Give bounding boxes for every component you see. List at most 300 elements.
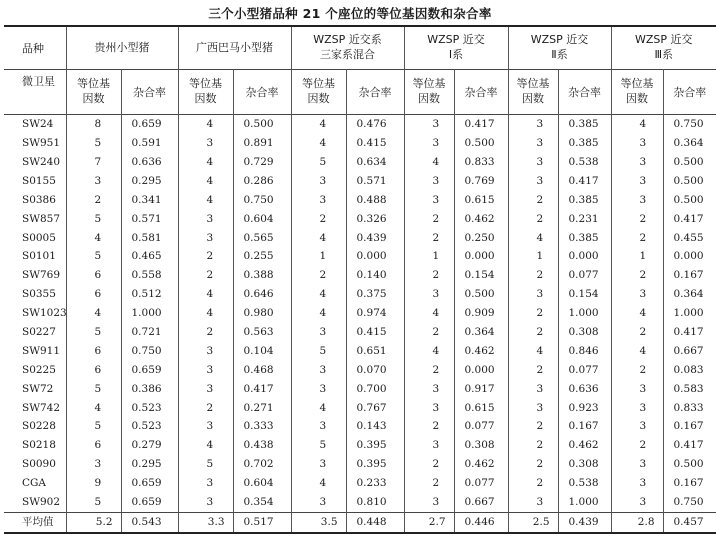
allele-count-cell: 2 xyxy=(404,361,454,380)
heterozygosity-cell: 0.385 xyxy=(558,228,611,247)
heterozygosity-cell: 0.636 xyxy=(558,379,611,398)
heterozygosity-cell: 0.077 xyxy=(558,266,611,285)
allele-count-cell: 2 xyxy=(508,266,558,285)
allele-count-cell: 4 xyxy=(291,474,346,493)
heterozygosity-cell: 0.659 xyxy=(121,474,178,493)
table-row xyxy=(4,455,716,474)
heterozygosity-cell: 0.167 xyxy=(663,417,716,436)
heterozygosity-cell: 0.386 xyxy=(121,379,178,398)
heterozygosity-cell: 0.651 xyxy=(346,342,404,361)
allele-count-cell: 2 xyxy=(611,361,663,380)
heterozygosity-cell: 0.077 xyxy=(558,361,611,380)
group-header: WZSP 近交 Ⅲ系 xyxy=(611,26,716,70)
allele-count-cell: 5 xyxy=(291,342,346,361)
allele-count-cell: 4 xyxy=(291,115,346,134)
allele-count-cell: 2 xyxy=(508,323,558,342)
heterozygosity-cell: 0.439 xyxy=(346,228,404,247)
allele-count-cell: 3 xyxy=(291,493,346,512)
heterozygosity-cell: 0.646 xyxy=(233,285,291,304)
table-row xyxy=(4,115,716,134)
heterozygosity-cell: 1.000 xyxy=(558,304,611,323)
marker-name: SW1023 xyxy=(22,307,67,320)
allele-count-cell: 3 xyxy=(404,134,454,153)
allele-count-cell: 4 xyxy=(66,398,121,417)
heterozygosity-cell: 0.500 xyxy=(663,191,716,210)
heterozygosity-cell: 0.167 xyxy=(663,474,716,493)
heterozygosity-cell: 1.000 xyxy=(121,304,178,323)
table-row xyxy=(4,342,716,361)
heterozygosity-cell: 0.468 xyxy=(233,361,291,380)
heterozygosity-cell: 0.000 xyxy=(346,247,404,266)
allele-count-cell: 4 xyxy=(611,115,663,134)
allele-count-cell: 4 xyxy=(291,304,346,323)
heterozygosity-cell: 0.308 xyxy=(558,323,611,342)
allele-count-cell: 4 xyxy=(178,172,233,191)
allele-count-cell: 4 xyxy=(611,304,663,323)
allele-count-cell: 2 xyxy=(611,323,663,342)
heterozygosity-cell: 0.308 xyxy=(454,436,508,455)
heterozygosity-cell: 0.279 xyxy=(121,436,178,455)
allele-count-cell: 2 xyxy=(404,209,454,228)
marker-name: CGA xyxy=(22,477,47,490)
heterozygosity-cell: 0.500 xyxy=(233,115,291,134)
allele-count-header: 等位基 因数 xyxy=(611,70,663,115)
heterozygosity-cell: 0.077 xyxy=(454,474,508,493)
heterozygosity-cell: 0.140 xyxy=(346,266,404,285)
heterozygosity-cell: 0.488 xyxy=(346,191,404,210)
allele-count-cell: 2 xyxy=(404,228,454,247)
allele-count-cell: 3 xyxy=(178,379,233,398)
allele-count-cell: 6 xyxy=(66,361,121,380)
allele-count-cell: 2.5 xyxy=(508,512,558,532)
marker-name: SW857 xyxy=(22,212,61,225)
marker-name: SW24 xyxy=(22,118,54,131)
allele-count-cell: 8 xyxy=(66,115,121,134)
table-row xyxy=(4,209,716,228)
allele-count-cell: 3 xyxy=(178,361,233,380)
heterozygosity-cell: 0.333 xyxy=(233,417,291,436)
allele-count-cell: 6 xyxy=(66,342,121,361)
heterozygosity-cell: 0.385 xyxy=(558,191,611,210)
heterozygosity-cell: 0.729 xyxy=(233,153,291,172)
allele-count-cell: 4 xyxy=(291,228,346,247)
marker-name: S0101 xyxy=(22,250,56,263)
heterozygosity-cell: 0.104 xyxy=(233,342,291,361)
allele-count-cell: 4 xyxy=(508,228,558,247)
marker-label: 微卫星 xyxy=(22,75,55,88)
heterozygosity-cell: 0.465 xyxy=(121,247,178,266)
heterozygosity-cell: 0.167 xyxy=(558,417,611,436)
marker-name: SW902 xyxy=(22,496,61,508)
heterozygosity-cell: 0.512 xyxy=(121,285,178,304)
allele-count-cell: 2 xyxy=(404,455,454,474)
allele-count-cell: 3 xyxy=(404,115,454,134)
heterozygosity-header: 杂合率 xyxy=(663,70,716,115)
group-header: 贵州小型猪 xyxy=(66,26,178,70)
allele-count-cell: 2 xyxy=(178,247,233,266)
allele-count-cell: 3 xyxy=(508,379,558,398)
heterozygosity-cell: 0.462 xyxy=(454,209,508,228)
table-row xyxy=(4,398,716,417)
allele-count-cell: 4 xyxy=(404,342,454,361)
allele-count-cell: 3 xyxy=(404,493,454,512)
allele-count-cell: 2 xyxy=(404,417,454,436)
allele-count-cell: 3 xyxy=(508,115,558,134)
allele-count-cell: 3 xyxy=(291,172,346,191)
allele-count-cell: 3 xyxy=(404,436,454,455)
allele-count-cell: 3 xyxy=(611,191,663,210)
heterozygosity-cell: 0.659 xyxy=(121,115,178,134)
allele-count-cell: 4 xyxy=(178,285,233,304)
allele-count-cell: 3 xyxy=(404,191,454,210)
allele-count-cell: 5 xyxy=(66,209,121,228)
allele-count-cell: 1 xyxy=(508,247,558,266)
allele-count-cell: 3 xyxy=(178,134,233,153)
allele-count-cell: 4 xyxy=(291,134,346,153)
allele-count-cell: 2.7 xyxy=(404,512,454,532)
table-row xyxy=(4,417,716,436)
group-header: WZSP 近交系 三家系混合 xyxy=(291,26,404,70)
table-header xyxy=(4,26,716,115)
marker-name: SW240 xyxy=(22,155,61,168)
marker-name: SW769 xyxy=(22,269,61,282)
heterozygosity-cell: 1.000 xyxy=(558,493,611,512)
heterozygosity-cell: 0.500 xyxy=(663,455,716,474)
allele-count-cell: 2 xyxy=(404,323,454,342)
heterozygosity-cell: 0.000 xyxy=(454,361,508,380)
table-row xyxy=(4,247,716,266)
allele-count-cell: 3.5 xyxy=(291,512,346,532)
allele-count-cell: 3 xyxy=(291,379,346,398)
table-row xyxy=(4,493,716,512)
allele-count-cell: 3 xyxy=(291,455,346,474)
marker-name: S0090 xyxy=(22,458,56,471)
allele-count-cell: 2 xyxy=(508,304,558,323)
allele-count-cell: 3 xyxy=(178,493,233,512)
allele-count-cell: 2 xyxy=(291,209,346,228)
heterozygosity-cell: 0.417 xyxy=(233,379,291,398)
heterozygosity-cell: 0.750 xyxy=(663,115,716,134)
allele-count-cell: 5 xyxy=(66,417,121,436)
heterozygosity-cell: 0.909 xyxy=(454,304,508,323)
heterozygosity-cell: 0.523 xyxy=(121,417,178,436)
heterozygosity-cell: 0.143 xyxy=(346,417,404,436)
heterozygosity-cell: 0.364 xyxy=(663,134,716,153)
allele-count-header: 等位基 因数 xyxy=(508,70,558,115)
heterozygosity-cell: 0.923 xyxy=(558,398,611,417)
heterozygosity-cell: 0.750 xyxy=(233,191,291,210)
heterozygosity-header: 杂合率 xyxy=(346,70,404,115)
allele-count-cell: 2 xyxy=(508,417,558,436)
allele-count-cell: 4 xyxy=(66,228,121,247)
allele-count-cell: 3 xyxy=(611,285,663,304)
allele-count-cell: 2 xyxy=(404,474,454,493)
allele-count-cell: 2 xyxy=(178,266,233,285)
allele-count-cell: 3 xyxy=(611,417,663,436)
heterozygosity-cell: 0.917 xyxy=(454,379,508,398)
allele-count-cell: 3 xyxy=(178,474,233,493)
allele-count-cell: 3 xyxy=(611,474,663,493)
allele-count-cell: 1 xyxy=(611,247,663,266)
allele-count-header: 等位基 因数 xyxy=(178,70,233,115)
allele-count-cell: 2 xyxy=(66,191,121,210)
table-row xyxy=(4,134,716,153)
average-row xyxy=(4,512,716,532)
allele-count-cell: 4 xyxy=(291,398,346,417)
heterozygosity-cell: 0.457 xyxy=(663,512,716,532)
heterozygosity-cell: 0.659 xyxy=(121,493,178,512)
heterozygosity-header: 杂合率 xyxy=(558,70,611,115)
heterozygosity-cell: 0.167 xyxy=(663,266,716,285)
allele-count-cell: 5 xyxy=(66,247,121,266)
allele-count-cell: 3 xyxy=(611,134,663,153)
allele-count-cell: 4 xyxy=(178,115,233,134)
allele-count-cell: 2 xyxy=(508,361,558,380)
allele-count-cell: 3 xyxy=(178,342,233,361)
heterozygosity-cell: 0.395 xyxy=(346,455,404,474)
allele-count-cell: 5 xyxy=(66,134,121,153)
allele-count-cell: 4 xyxy=(508,342,558,361)
allele-table xyxy=(4,25,716,534)
allele-count-cell: 3 xyxy=(611,398,663,417)
table-row xyxy=(4,436,716,455)
allele-count-cell: 3 xyxy=(508,398,558,417)
table-row xyxy=(4,172,716,191)
heterozygosity-cell: 0.417 xyxy=(663,209,716,228)
heterozygosity-cell: 0.517 xyxy=(233,512,291,532)
group-header: WZSP 近交 Ⅰ系 xyxy=(404,26,508,70)
heterozygosity-cell: 0.455 xyxy=(663,228,716,247)
allele-count-cell: 3 xyxy=(291,323,346,342)
heterozygosity-cell: 0.250 xyxy=(454,228,508,247)
heterozygosity-cell: 0.615 xyxy=(454,191,508,210)
allele-count-cell: 3 xyxy=(508,153,558,172)
allele-count-cell: 3 xyxy=(178,209,233,228)
allele-count-cell: 5 xyxy=(66,493,121,512)
allele-count-cell: 2 xyxy=(508,191,558,210)
allele-count-cell: 9 xyxy=(66,474,121,493)
marker-name: S0228 xyxy=(22,420,56,433)
allele-count-cell: 3 xyxy=(178,228,233,247)
allele-count-cell: 6 xyxy=(66,266,121,285)
heterozygosity-cell: 0.700 xyxy=(346,379,404,398)
allele-count-cell: 4 xyxy=(66,304,121,323)
heterozygosity-cell: 0.538 xyxy=(558,153,611,172)
allele-count-cell: 3 xyxy=(404,172,454,191)
allele-count-cell: 3.3 xyxy=(178,512,233,532)
allele-count-cell: 2 xyxy=(611,209,663,228)
heterozygosity-cell: 0.846 xyxy=(558,342,611,361)
allele-count-cell: 2 xyxy=(178,323,233,342)
heterozygosity-cell: 0.891 xyxy=(233,134,291,153)
allele-count-cell: 1 xyxy=(404,247,454,266)
heterozygosity-cell: 0.500 xyxy=(663,153,716,172)
heterozygosity-cell: 0.439 xyxy=(558,512,611,532)
heterozygosity-cell: 0.326 xyxy=(346,209,404,228)
heterozygosity-cell: 1.000 xyxy=(663,304,716,323)
table-row xyxy=(4,474,716,493)
heterozygosity-cell: 0.563 xyxy=(233,323,291,342)
heterozygosity-cell: 0.417 xyxy=(663,436,716,455)
table-title: 三个小型猪品种 21 个座位的等位基因数和杂合率 xyxy=(208,6,492,21)
heterozygosity-cell: 0.523 xyxy=(121,398,178,417)
marker-name: S0218 xyxy=(22,439,56,452)
allele-count-cell: 4 xyxy=(611,342,663,361)
heterozygosity-cell: 0.500 xyxy=(663,172,716,191)
variety-label: 品种 xyxy=(22,41,44,55)
heterozygosity-cell: 0.769 xyxy=(454,172,508,191)
heterozygosity-cell: 0.462 xyxy=(454,455,508,474)
heterozygosity-cell: 0.604 xyxy=(233,474,291,493)
allele-count-cell: 4 xyxy=(178,304,233,323)
table-row xyxy=(4,228,716,247)
heterozygosity-cell: 0.364 xyxy=(454,323,508,342)
allele-count-cell: 3 xyxy=(291,361,346,380)
heterozygosity-cell: 0.083 xyxy=(663,361,716,380)
marker-name: SW911 xyxy=(22,344,61,357)
heterozygosity-cell: 0.446 xyxy=(454,512,508,532)
allele-count-cell: 5 xyxy=(291,436,346,455)
heterozygosity-cell: 0.462 xyxy=(558,436,611,455)
allele-count-cell: 2 xyxy=(611,228,663,247)
allele-count-cell: 2 xyxy=(508,436,558,455)
marker-name: SW742 xyxy=(22,401,61,414)
allele-count-cell: 7 xyxy=(66,153,121,172)
heterozygosity-cell: 0.810 xyxy=(346,493,404,512)
heterozygosity-cell: 0.659 xyxy=(121,361,178,380)
table-row xyxy=(4,304,716,323)
marker-name: SW72 xyxy=(22,382,54,395)
allele-count-cell: 4 xyxy=(404,153,454,172)
table-row xyxy=(4,285,716,304)
allele-count-cell: 3 xyxy=(508,134,558,153)
allele-count-cell: 2 xyxy=(611,266,663,285)
allele-count-header: 等位基 因数 xyxy=(404,70,454,115)
heterozygosity-header: 杂合率 xyxy=(454,70,508,115)
heterozygosity-cell: 0.000 xyxy=(663,247,716,266)
allele-count-cell: 3 xyxy=(508,285,558,304)
allele-count-cell: 3 xyxy=(611,455,663,474)
marker-name: S0155 xyxy=(22,174,56,187)
heterozygosity-cell: 0.395 xyxy=(346,436,404,455)
marker-name: S0355 xyxy=(22,288,56,301)
allele-count-cell: 2.8 xyxy=(611,512,663,532)
group-header: WZSP 近交 Ⅱ系 xyxy=(508,26,611,70)
allele-count-cell: 4 xyxy=(291,285,346,304)
marker-name: S0225 xyxy=(22,363,56,376)
allele-count-cell: 3 xyxy=(611,379,663,398)
heterozygosity-cell: 0.341 xyxy=(121,191,178,210)
heterozygosity-cell: 0.581 xyxy=(121,228,178,247)
heterozygosity-cell: 0.571 xyxy=(346,172,404,191)
heterozygosity-cell: 0.721 xyxy=(121,323,178,342)
heterozygosity-cell: 0.000 xyxy=(454,247,508,266)
table-row xyxy=(4,379,716,398)
marker-name: S0005 xyxy=(22,231,56,244)
allele-count-cell: 3 xyxy=(611,153,663,172)
heterozygosity-cell: 0.385 xyxy=(558,115,611,134)
heterozygosity-cell: 0.388 xyxy=(233,266,291,285)
heterozygosity-cell: 0.571 xyxy=(121,209,178,228)
allele-count-cell: 2 xyxy=(508,474,558,493)
heterozygosity-cell: 0.974 xyxy=(346,304,404,323)
allele-count-cell: 2 xyxy=(508,455,558,474)
heterozygosity-cell: 0.295 xyxy=(121,172,178,191)
heterozygosity-cell: 0.354 xyxy=(233,493,291,512)
heterozygosity-cell: 0.448 xyxy=(346,512,404,532)
marker-name: SW951 xyxy=(22,137,61,150)
allele-count-cell: 5 xyxy=(178,455,233,474)
heterozygosity-cell: 0.767 xyxy=(346,398,404,417)
allele-count-cell: 6 xyxy=(66,285,121,304)
table-row xyxy=(4,153,716,172)
allele-count-cell: 5.2 xyxy=(66,512,121,532)
heterozygosity-cell: 0.417 xyxy=(663,323,716,342)
heterozygosity-cell: 0.476 xyxy=(346,115,404,134)
heterozygosity-cell: 0.364 xyxy=(663,285,716,304)
heterozygosity-cell: 0.565 xyxy=(233,228,291,247)
table-row xyxy=(4,191,716,210)
allele-count-cell: 3 xyxy=(66,455,121,474)
heterozygosity-cell: 0.636 xyxy=(121,153,178,172)
heterozygosity-cell: 0.000 xyxy=(558,247,611,266)
group-header: 广西巴马小型猪 xyxy=(178,26,291,70)
heterozygosity-cell: 0.070 xyxy=(346,361,404,380)
heterozygosity-cell: 0.604 xyxy=(233,209,291,228)
heterozygosity-cell: 0.255 xyxy=(233,247,291,266)
heterozygosity-cell: 0.375 xyxy=(346,285,404,304)
heterozygosity-cell: 0.980 xyxy=(233,304,291,323)
allele-count-cell: 5 xyxy=(66,323,121,342)
allele-count-cell: 3 xyxy=(291,417,346,436)
allele-count-cell: 2 xyxy=(291,266,346,285)
heterozygosity-cell: 0.417 xyxy=(454,115,508,134)
heterozygosity-cell: 0.154 xyxy=(558,285,611,304)
table-body xyxy=(4,115,716,533)
heterozygosity-cell: 0.750 xyxy=(663,493,716,512)
allele-count-cell: 3 xyxy=(404,379,454,398)
heterozygosity-cell: 0.591 xyxy=(121,134,178,153)
heterozygosity-cell: 0.500 xyxy=(454,134,508,153)
heterozygosity-header: 杂合率 xyxy=(233,70,291,115)
heterozygosity-cell: 0.077 xyxy=(454,417,508,436)
allele-count-cell: 3 xyxy=(178,417,233,436)
heterozygosity-cell: 0.295 xyxy=(121,455,178,474)
heterozygosity-cell: 0.833 xyxy=(663,398,716,417)
allele-count-cell: 3 xyxy=(404,398,454,417)
allele-count-cell: 3 xyxy=(404,285,454,304)
heterozygosity-header: 杂合率 xyxy=(121,70,178,115)
allele-count-cell: 2 xyxy=(178,398,233,417)
heterozygosity-cell: 0.583 xyxy=(663,379,716,398)
heterozygosity-cell: 0.415 xyxy=(346,323,404,342)
heterozygosity-cell: 0.538 xyxy=(558,474,611,493)
allele-count-header: 等位基 因数 xyxy=(66,70,121,115)
heterozygosity-cell: 0.543 xyxy=(121,512,178,532)
heterozygosity-cell: 0.750 xyxy=(121,342,178,361)
table-row xyxy=(4,361,716,380)
allele-count-cell: 3 xyxy=(611,172,663,191)
heterozygosity-cell: 0.702 xyxy=(233,455,291,474)
heterozygosity-cell: 0.231 xyxy=(558,209,611,228)
heterozygosity-cell: 0.271 xyxy=(233,398,291,417)
allele-count-cell: 4 xyxy=(404,304,454,323)
allele-count-cell: 2 xyxy=(611,436,663,455)
allele-count-cell: 5 xyxy=(291,153,346,172)
heterozygosity-cell: 0.462 xyxy=(454,342,508,361)
allele-count-cell: 3 xyxy=(508,493,558,512)
heterozygosity-cell: 0.233 xyxy=(346,474,404,493)
